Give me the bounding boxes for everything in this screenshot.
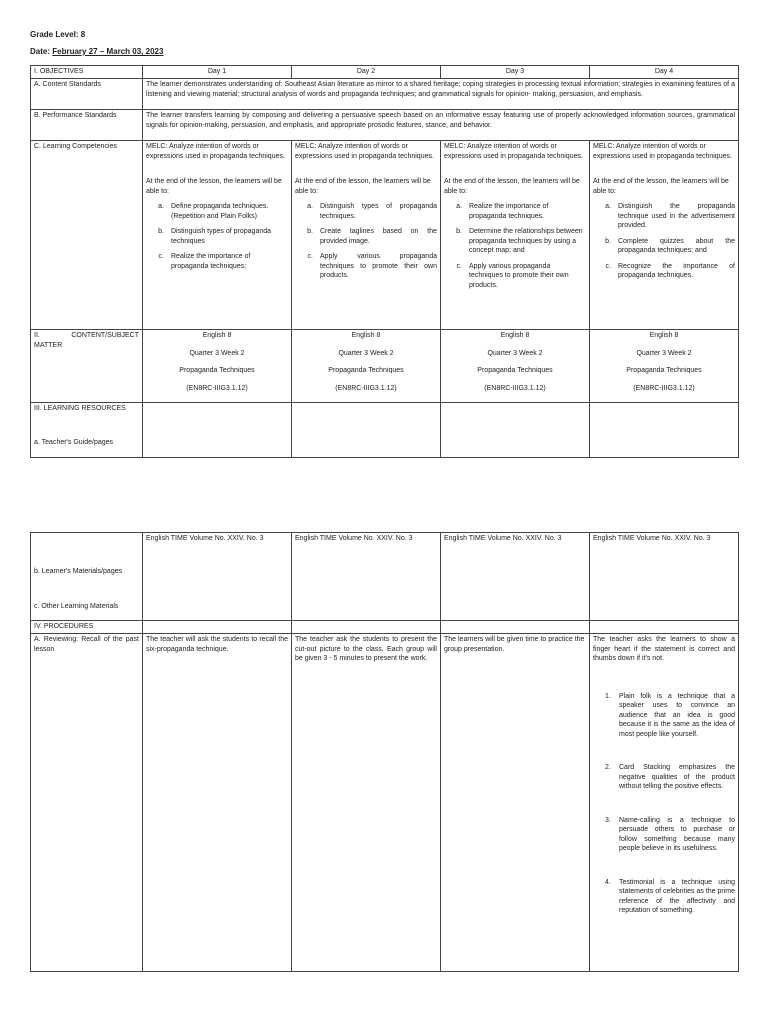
content-standards-label: A. Content Standards	[31, 79, 143, 110]
statement-list	[593, 692, 735, 916]
competencies-day-4	[590, 141, 739, 330]
melc-text: MELC: Analyze intention of words or expressions used in propaganda techniques.	[444, 143, 583, 160]
competency-list	[444, 202, 586, 290]
content-standards-text: The learner demonstrates understanding of: Southeast Asian literature as mirror to a shared heritage; coping strategies in processing textual information; strategies in examining features of a listening and viewing material; structural analysis of words and propaganda techniques; and grammatical signals for opinion- making, persuasion, and emphasis.	[143, 79, 739, 110]
resources-cell	[31, 403, 143, 458]
list-item: a. Distinguish the propaganda technique used in the advertisement provided.	[605, 203, 735, 229]
competencies-label: C. Learning Competencies	[31, 141, 143, 330]
melc-text: MELC: Analyze intention of words or expressions used in propaganda techniques.	[146, 143, 285, 160]
competencies-day-2	[292, 141, 441, 330]
materials-day-4: English TIME Volume No. XXIV. No. 3	[590, 533, 739, 621]
list-item: b. Determine the relationships between propaganda techniques by using a concept map; and	[456, 228, 583, 254]
reviewing-day-2: The teacher ask the students to present the cut-out picture to the class. Each group will be given 3 - 5 minutes to present the work.	[292, 634, 441, 972]
materials-day-2: English TIME Volume No. XXIV. No. 3	[292, 533, 441, 621]
list-item: c. Recognize the importance of propaganda techniques.	[605, 262, 735, 279]
list-item: 2. Card Stacking emphasizes the negative qualities of the product without telling the positive effects.	[605, 764, 735, 790]
content-row	[31, 330, 739, 403]
content-day-4: English 8 Quarter 3 Week 2 Propaganda Techniques (EN8RC-IIIG3.1.12)	[590, 330, 739, 403]
list-item: 3. Name-calling is a technique to persuade others to purchase or follow something because many people believe in its usefulness.	[605, 816, 735, 852]
list-item: b. Complete quizzes about the propaganda techniques; and	[605, 237, 735, 254]
list-item: b. Distinguish types of propaganda techniques	[158, 228, 272, 245]
list-item: 4. Testimonial is a technique using statements of celebrities as the prime reference of the affectivity and reputation of something.	[605, 878, 735, 914]
performance-standards-label: B. Performance Standards	[31, 110, 143, 141]
content-standards-row	[31, 79, 739, 110]
competencies-day-3	[441, 141, 590, 330]
day-1-header: Day 1	[143, 66, 292, 79]
resources-day-3	[441, 403, 590, 458]
list-item: a. Realize the importance of propaganda techniques.	[456, 203, 549, 220]
end-of-lesson-text: At the end of the lesson, the learners will be able to:	[593, 178, 729, 195]
grade-level: Grade Level: 8	[30, 30, 86, 39]
list-item: a. Distinguish types of propaganda techniques.	[307, 203, 437, 220]
teachers-guide-label: a. Teacher's Guide/pages	[34, 438, 114, 446]
procedures-label: IV. PROCEDURES	[31, 621, 143, 634]
day-3-header: Day 3	[441, 66, 590, 79]
list-item: a. Define propaganda techniques. (Repetition and Plain Folks)	[158, 203, 269, 220]
end-of-lesson-text: At the end of the lesson, the learners will be able to:	[295, 178, 431, 195]
resources-day-2	[292, 403, 441, 458]
resources-label: III. LEARNING RESOURCES	[34, 405, 126, 412]
procedures-row	[31, 621, 739, 634]
objectives-label: I. OBJECTIVES	[31, 66, 143, 79]
end-of-lesson-text: At the end of the lesson, the learners will be able to:	[444, 178, 580, 195]
date-prefix: Date:	[30, 47, 53, 56]
resources-day-4	[590, 403, 739, 458]
competencies-day-1	[143, 141, 292, 330]
competency-list	[295, 202, 437, 281]
materials-day-3: English TIME Volume No. XXIV. No. 3	[441, 533, 590, 621]
objectives-row	[31, 66, 739, 79]
resources-row	[31, 403, 739, 458]
day-2-header: Day 2	[292, 66, 441, 79]
list-item: c. Apply various propaganda techniques to promote their own products.	[307, 253, 437, 279]
materials-labels	[31, 533, 143, 621]
melc-text: MELC: Analyze intention of words or expressions used in propaganda techniques.	[593, 143, 732, 160]
content-label: II. CONTENT/SUBJECT MATTER	[31, 330, 143, 403]
lesson-plan-table-1	[30, 65, 739, 458]
competency-list	[146, 202, 288, 271]
competencies-row	[31, 141, 739, 330]
competency-list	[593, 202, 735, 281]
list-item: 1. Plain folk is a technique that a speaker uses to convince an audience that an idea is good because it is the same as the idea of most people like yourself.	[605, 692, 735, 738]
content-day-3: English 8 Quarter 3 Week 2 Propaganda Techniques (EN8RC-IIIG3.1.12)	[441, 330, 590, 403]
date-line	[30, 47, 163, 56]
materials-row	[31, 533, 739, 621]
content-day-2: English 8 Quarter 3 Week 2 Propaganda Techniques (EN8RC-IIIG3.1.12)	[292, 330, 441, 403]
reviewing-label: A. Reviewing: Recall of the past lesson	[31, 634, 143, 972]
materials-day-1: English TIME Volume No. XXIV. No. 3	[143, 533, 292, 621]
lesson-plan-table-2	[30, 532, 739, 972]
other-materials-label: c. Other Learning Materials	[34, 602, 119, 610]
resources-day-1	[143, 403, 292, 458]
reviewing-row	[31, 634, 739, 972]
list-item: c. Apply various propaganda techniques to promote their own products.	[456, 262, 569, 289]
list-item: b. Create taglines based on the provided image.	[307, 228, 437, 245]
content-day-1: English 8 Quarter 3 Week 2 Propaganda Techniques (EN8RC-IIIG3.1.12)	[143, 330, 292, 403]
list-item: c. Realize the importance of propaganda techniques;	[158, 253, 251, 270]
end-of-lesson-text: At the end of the lesson, the learners will be able to:	[146, 178, 282, 195]
performance-standards-row	[31, 110, 739, 141]
melc-text: MELC: Analyze intention of words or expressions used in propaganda techniques.	[295, 143, 434, 160]
day-4-header: Day 4	[590, 66, 739, 79]
date-value: February 27 – March 03, 2023	[52, 47, 164, 56]
reviewing-day-1: The teacher will ask the students to recall the six-propaganda technique.	[143, 634, 292, 972]
day-4-intro: The teacher asks the learners to show a finger heart if the statement is correct and thumbs down if it's not.	[593, 636, 735, 662]
reviewing-day-4	[590, 634, 739, 972]
performance-standards-text: The learner transfers learning by composing and delivering a persuasive speech based on an informative essay featuring use of properly acknowledged information sources, grammatical signals for opinion-making, persuasion, and emphasis, and appropriate prosodic features, stance, and behavior.	[143, 110, 739, 141]
learners-materials-label: b. Learner's Materials/pages	[34, 568, 123, 575]
reviewing-day-3: The learners will be given time to practice the group presentation.	[441, 634, 590, 972]
